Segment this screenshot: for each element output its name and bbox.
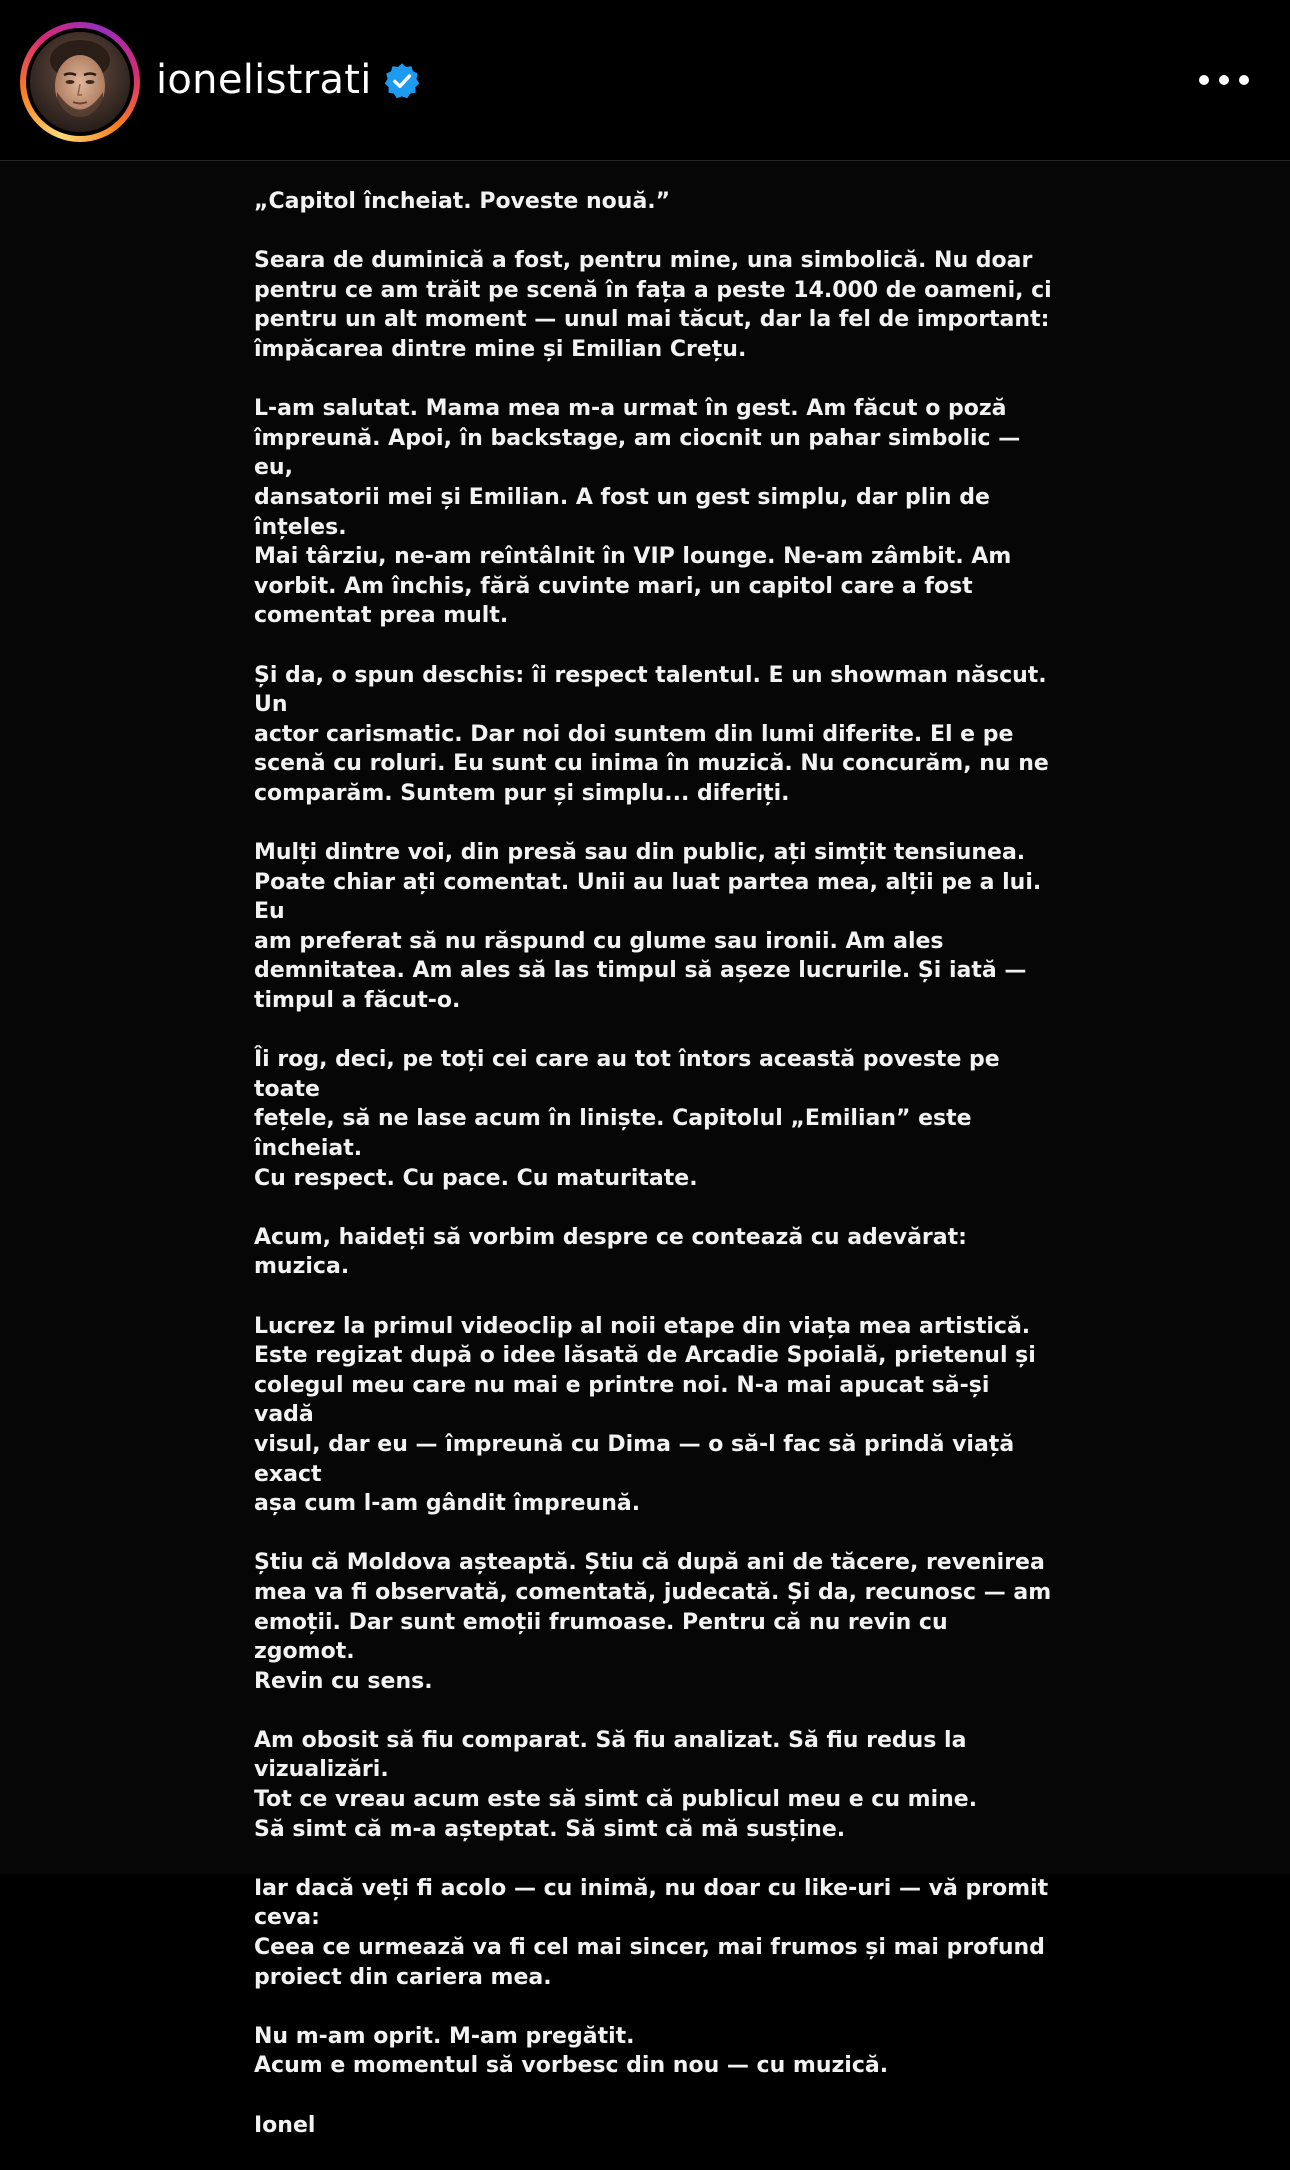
avatar-portrait-icon bbox=[30, 32, 130, 132]
story-ring[interactable] bbox=[20, 22, 140, 142]
more-options-icon[interactable] bbox=[1196, 60, 1252, 100]
post-text bbox=[254, 187, 1054, 2170]
paragraph: Îi rog, deci, pe toți cei care au tot întors această poveste pe toate fețele, să ne lase acum în liniște. Capitolul „Emilian” este încheiat. Cu respect. Cu pace. Cu maturitate. bbox=[254, 1047, 1000, 1191]
post-image bbox=[0, 161, 1290, 2138]
paragraph: Și da, o spun deschis: îi respect talentul. E un showman născut. Un actor carismatic. Dar noi doi suntem din lumi diferite. El e pe scenă cu roluri. Eu sunt cu inima în muzică. Nu concurăm, nu ne comparăm. Suntem pur și simplu... diferiți. bbox=[254, 662, 1049, 806]
paragraph: Mulți dintre voi, din presă sau din public, ați simțit tensiunea. Poate chiar ați comentat. Unii au luat partea mea, alții pe a lui. Eu am preferat să nu răspund cu glume sau ironii. Am ales demnitatea. Am ales să las timpul să așeze lucrurile. Și iată — timpul a făcut-o. bbox=[254, 840, 1042, 1014]
avatar-gap bbox=[26, 28, 134, 136]
paragraph: Acum, haideți să vorbim despre ce contează cu adevărat: muzica. bbox=[254, 1224, 967, 1280]
signature: Ionel bbox=[254, 2112, 316, 2138]
post-title: „Capitol încheiat. Poveste nouă.” bbox=[254, 189, 671, 214]
paragraph: Seara de duminică a fost, pentru mine, una simbolică. Nu doar pentru ce am trăit pe scenă în fața a peste 14.000 de oameni, ci pentru un alt moment — unul mai tăcut, dar la fel de important: împăcarea dintre mine și Emilian Crețu. bbox=[254, 248, 1052, 362]
paragraph: Iar dacă veți fi acolo — cu inimă, nu doar cu like-uri — vă promit ceva: Ceea ce urmează va fi cel mai sincer, mai frumos și mai profund proiect din cariera mea. bbox=[254, 1875, 1049, 1990]
paragraph: L-am salutat. Mama mea m-a urmat în gest. Am făcut o poză împreună. Apoi, în backstage, am ciocnit un pahar simbolic — eu, dansatorii mei și Emilian. A fost un gest simplu, dar plin de înțeles. Mai târziu, ne-am reîntâlnit în VIP lounge. Ne-am zâmbit. Am vorbit. Am închis, fără cuvinte mari, un capitol care a fost comentat prea mult. bbox=[254, 396, 1021, 629]
paragraph: Am obosit să fiu comparat. Să fiu analizat. Să fiu redus la vizualizări. Tot ce vreau acum este să simt că publicul meu e cu mine. Să simt că m-a așteptat. Să simt că mă susține. bbox=[254, 1727, 978, 1842]
verified-badge-icon bbox=[383, 62, 421, 100]
paragraph: Știu că Moldova așteaptă. Știu că după ani de tăcere, revenirea mea va fi observată, comentată, judecată. Și da, recunosc — am emoții. Dar sunt emoții frumoase. Pentru că nu revin cu zgomot. Revin cu sens. bbox=[254, 1550, 1052, 1694]
paragraph: Nu m-am oprit. M-am pregătit. Acum e momentul să vorbesc din nou — cu muzică. bbox=[254, 2023, 889, 2079]
post-header bbox=[0, 0, 1290, 161]
paragraph: Lucrez la primul videoclip al noii etape din viața mea artistică. Este regizat după o idee lăsată de Arcadie Spoială, prietenul și colegul meu care nu mai e printre noi. N-a mai apucat să-și vadă visul, dar eu — împreună cu Dima — o să-l fac să prindă viață exact așa cum l-am gândit împreună. bbox=[254, 1313, 1036, 1517]
username[interactable]: ionelistrati bbox=[156, 57, 372, 103]
avatar[interactable] bbox=[30, 32, 130, 132]
